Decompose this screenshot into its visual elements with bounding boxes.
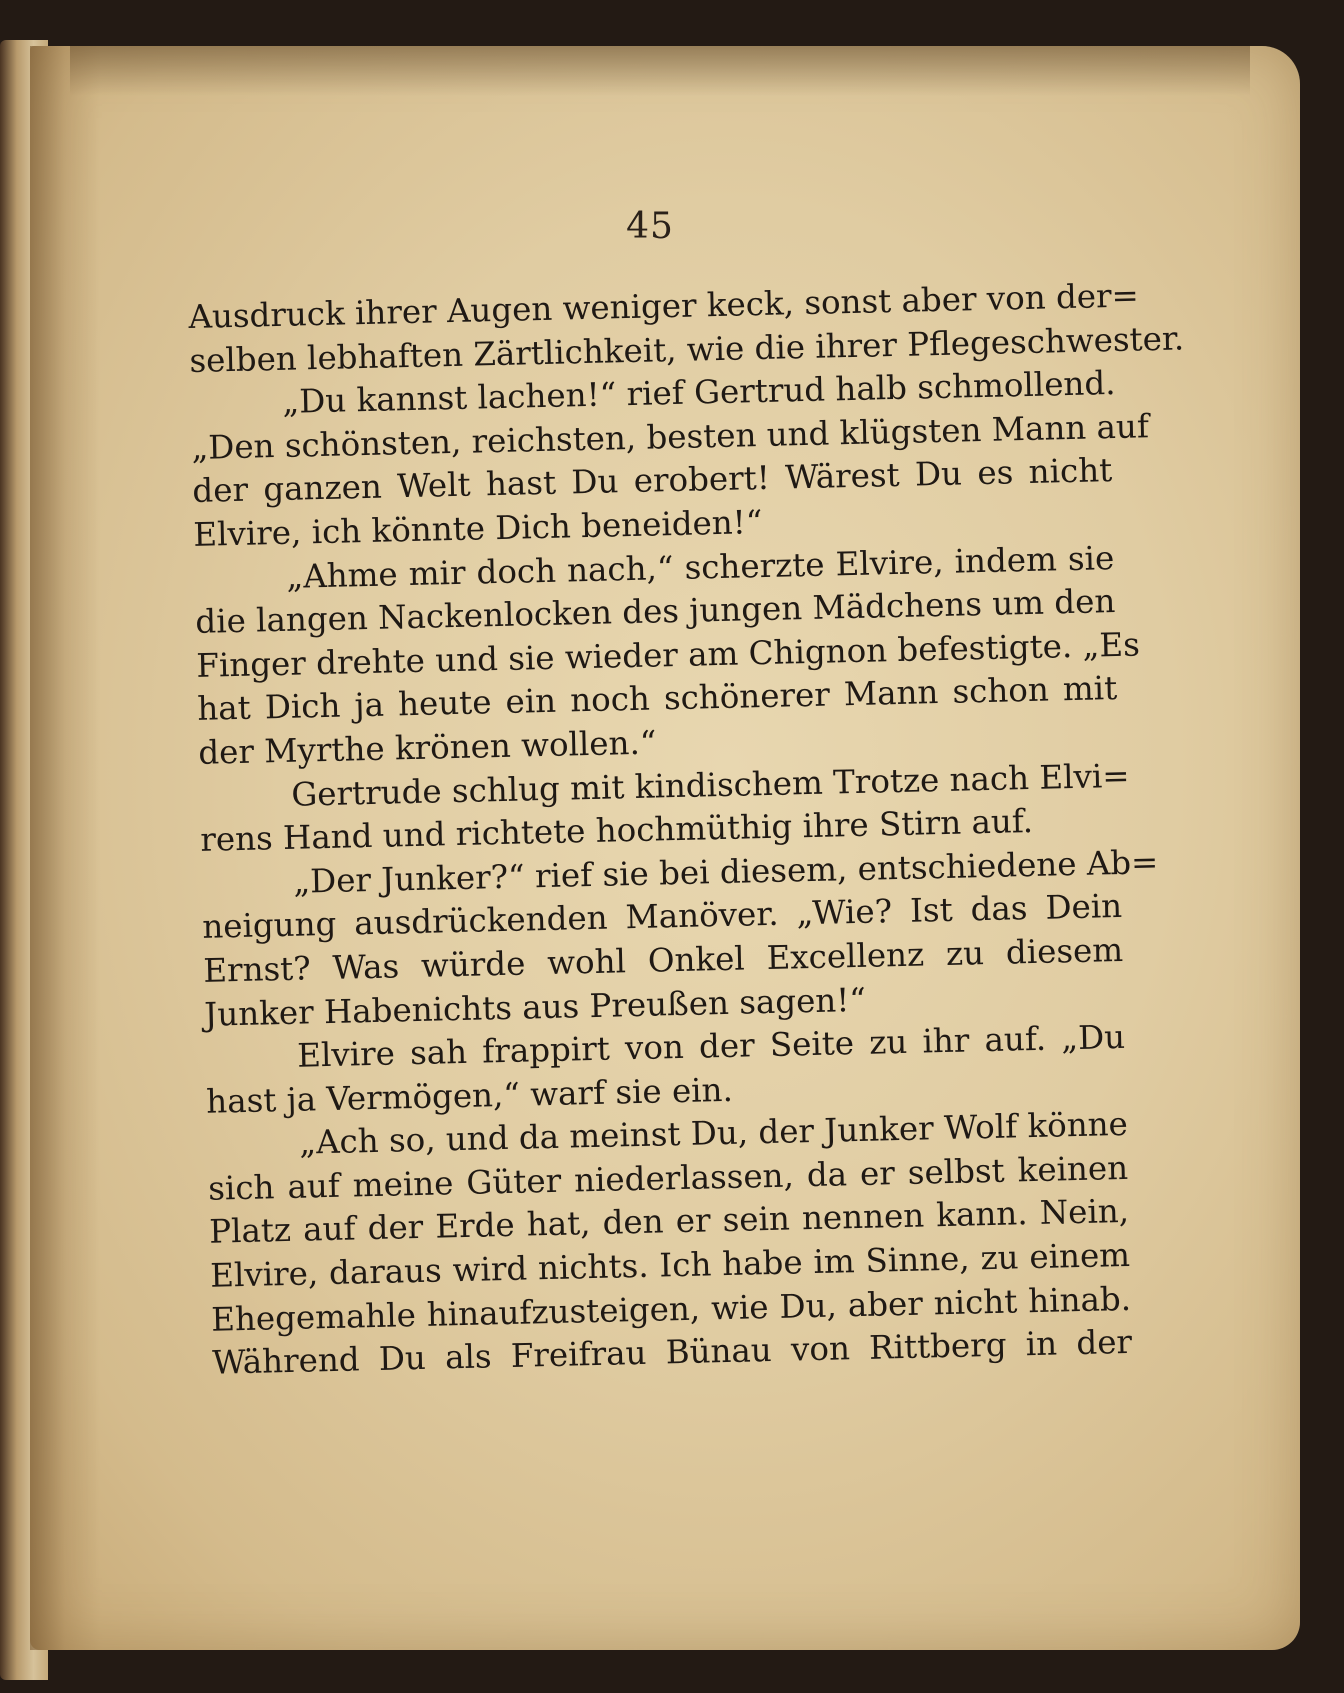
text-line: Finger drehte und sie wieder am Chignon befestigte. „Es <box>195 625 1141 685</box>
text-line: Ehegemahle hinaufzusteigen, wie Du, aber nicht hinab. <box>210 1279 1132 1339</box>
text-line: die langen Nackenlocken des jungen Mädchens um den <box>194 582 1116 642</box>
text-line: selben lebhaften Zärtlichkeit, wie die ihrer Pflegeschwester. <box>189 319 1185 380</box>
text-line: „Ach so, und da meinst Du, der Junker Wolf könne <box>298 1105 1129 1162</box>
text-line: „Ahme mir doch nach,“ scherzte Elvire, indem sie <box>285 538 1115 596</box>
text-line: hat Dich ja heute ein noch schönerer Mann schon mit <box>196 669 1118 729</box>
book-page <box>30 46 1300 1650</box>
text-line: Elvire, daraus wird nichts. Ich habe im Sinne, zu einem <box>209 1235 1131 1295</box>
page-gutter-shadow <box>30 46 100 1650</box>
text-line: Gertrude schlug mit kindischem Trotze nach Elvi= <box>290 756 1130 814</box>
text-line: Während Du als Freifrau Bünau von Rittberg in der <box>211 1323 1133 1382</box>
text-line: Elvire sah frappirt von der Seite zu ihr auf. „Du <box>296 1018 1126 1075</box>
page-number: 45 <box>626 206 674 247</box>
text-line: rens Hand und richtete hochmüthig ihre Stirn auf. <box>199 802 1034 859</box>
text-line: Elvire, ich könnte Dich beneiden!“ <box>192 503 763 554</box>
text-line: Ernst? Was würde wohl Onkel Excellenz zu diesem <box>202 930 1124 990</box>
text-line: sich auf meine Güter niederlassen, da er selbst keinen <box>207 1148 1129 1208</box>
text-line: Ausdruck ihrer Augen weniger keck, sonst aber von der= <box>188 276 1140 336</box>
body-text <box>188 275 1185 1385</box>
text-line: neigung ausdrückenden Manöver. „Wie? Ist das Dein <box>201 887 1123 947</box>
text-line: der ganzen Welt hast Du erobert! Wärest Du es nicht <box>192 451 1113 511</box>
text-line: Platz auf der Erde hat, den er sein nennen kann. Nein, <box>208 1192 1130 1252</box>
text-line: der Myrthe krönen wollen.“ <box>197 723 657 772</box>
text-line: hast ja Vermögen,“ warf sie ein. <box>205 1070 734 1121</box>
text-line: „Du kannst lachen!“ rief Gertrud halb schmollend. <box>281 364 1116 422</box>
text-line: „Den schönsten, reichsten, besten und klügsten Mann auf <box>191 407 1150 467</box>
text-line: Junker Habenichts aus Preußen sagen!“ <box>203 980 867 1034</box>
text-line: „Der Junker?“ rief sie bei diesem, entschiedene Ab= <box>292 842 1159 901</box>
page-top-edge <box>70 46 1250 96</box>
